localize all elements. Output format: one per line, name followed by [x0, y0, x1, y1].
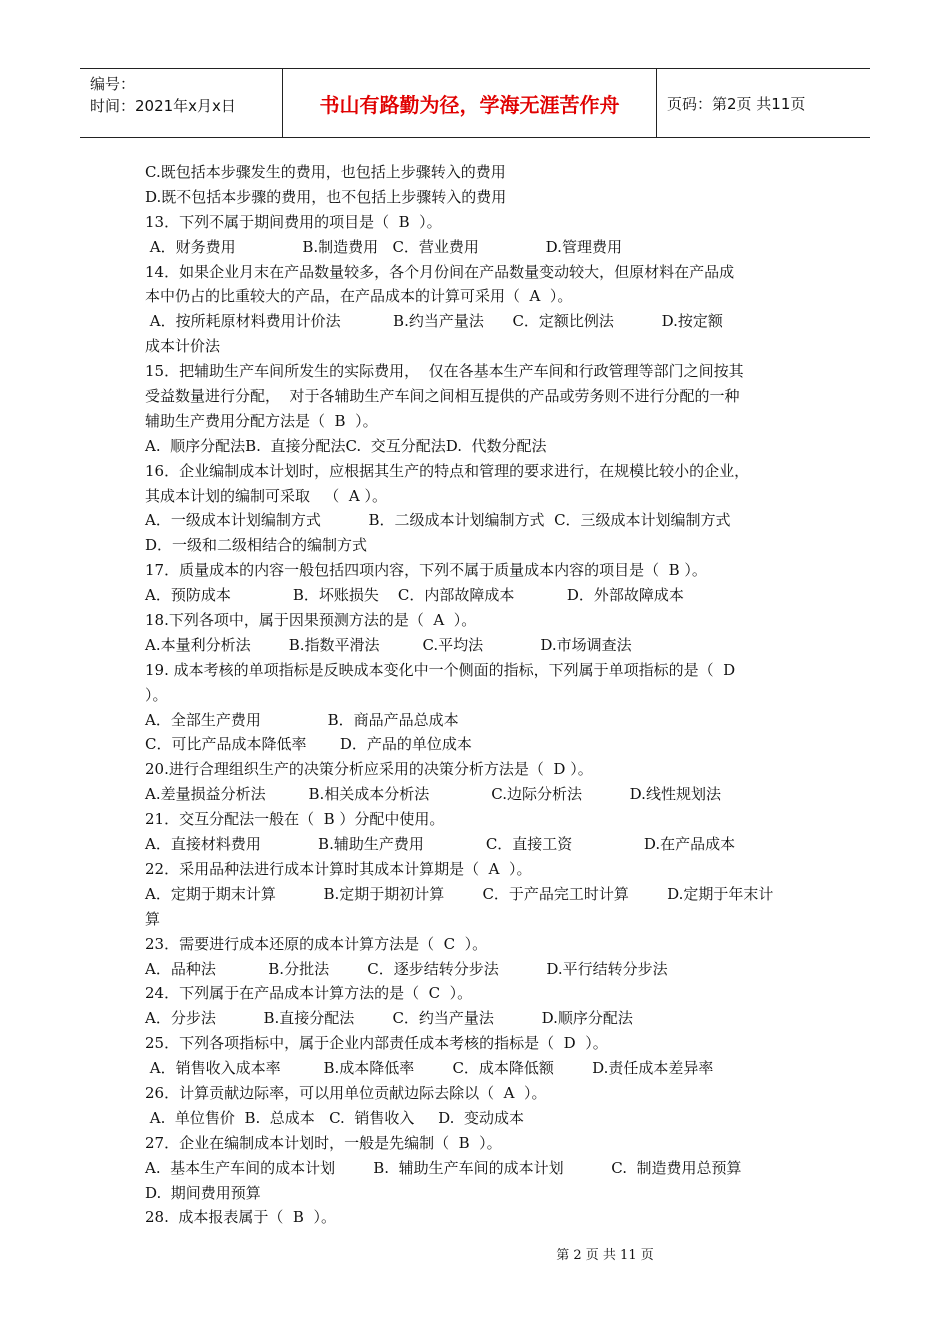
text-line: 15．把辅助生产车间所发生的实际费用， 仅在各基本生产车间和行政管理等部门之间按其	[145, 362, 744, 381]
header-meta	[80, 69, 282, 137]
text-line: 19. 成本考核的单项指标是反映成本变化中一个侧面的指标，下列属于单项指标的是（ D	[145, 660, 736, 679]
text-line: 16．企业编制成本计划时，应根据其生产的特点和管理的要求进行，在规模比较小的企业，	[145, 461, 750, 480]
text-line: 14．如果企业月末在产品数量较多，各个月份间在产品数量变动较大，但原材料在产品成	[145, 262, 735, 281]
text-line: D. 期间费用预算	[145, 1183, 261, 1202]
text-line: 其成本计划的编制可采取 （ A ）。	[145, 486, 387, 505]
page-footer	[0, 1244, 950, 1263]
text-line: A.差量损益分析法 B.相关成本分析法 C.边际分析法 D.线性规划法	[145, 785, 721, 804]
text-line: D.既不包括本步骤的费用，也不包括上步骤转入的费用	[145, 187, 507, 206]
text-line: 21．交互分配法一般在（ B ）分配中使用。	[145, 810, 445, 829]
text-line: C.既包括本步骤发生的费用，也包括上步骤转入的费用	[145, 163, 506, 181]
text-line: 24．下列属于在产品成本计算方法的是（ C ）。	[145, 984, 473, 1003]
text-line: A. 基本生产车间的成本计划 B. 辅助生产车间的成本计划 C. 制造费用总预算	[145, 1158, 742, 1177]
text-line: A.本量利分析法 B.指数平滑法 C.平均法 D.市场调查法	[145, 635, 632, 654]
text-line: 23．需要进行成本还原的成本计算方法是（ C ）。	[145, 934, 488, 953]
text-line: 成本计价法	[145, 337, 221, 356]
text-line: 算	[145, 909, 161, 928]
text-line: A. 顺序分配法B. 直接分配法C. 交互分配法D. 代数分配法	[145, 436, 547, 455]
text-line: A．分步法 B.直接分配法 C．约当产量法 D.顺序分配法	[145, 1009, 633, 1028]
text-line: 辅助生产费用分配方法是（ B ）。	[145, 411, 378, 430]
header-page-info: 页码：第2页 共11页	[667, 94, 806, 113]
text-line: 20.进行合理组织生产的决策分析应采用的决策分析方法是（ D ）。	[145, 760, 593, 779]
text-line: A. 单位售价 B. 总成本 C. 销售收入 D. 变动成本	[145, 1108, 524, 1127]
text-line: D．一级和二级相结合的编制方式	[145, 536, 368, 555]
text-line: C．可比产品成本降低率 D．产品的单位成本	[145, 735, 472, 754]
text-line: 13．下列不属于期间费用的项目是（ B ）。	[145, 212, 442, 231]
text-line: A．按所耗原材料费用计价法 B.约当产量法 C．定额比例法 D.按定额	[145, 312, 723, 331]
date-label: 时间：2021年x月x日	[90, 97, 236, 115]
text-line: A．一级成本计划编制方式 B．二级成本计划编制方式 C．三级成本计划编制方式	[145, 511, 731, 530]
text-line: 25．下列各项指标中，属于企业内部责任成本考核的指标是（ D ）。	[145, 1034, 608, 1053]
text-line: A．全部生产费用 B．商品产品总成本	[145, 710, 459, 729]
document-body	[145, 160, 815, 1230]
text-line: A．销售收入成本率 B.成本降低率 C．成本降低额 D.责任成本差异率	[145, 1059, 714, 1078]
number-label: 编号：	[90, 75, 136, 93]
header-motto: 书山有路勤为径，学海无涯苦作舟	[282, 69, 657, 137]
text-line: A．预防成本 B．坏账损失 C．内部故障成本 D．外部故障成本	[145, 586, 684, 605]
text-line: 18.下列各项中，属于因果预测方法的是（ A ）。	[145, 611, 477, 630]
text-line: 本中仍占的比重较大的产品，在产品成本的计算可采用（ A ）。	[145, 287, 573, 306]
text-line: A．财务费用 B.制造费用 C．营业费用 D.管理费用	[145, 237, 622, 256]
text-line: 27．企业在编制成本计划时，一般是先编制（ B ）。	[145, 1133, 502, 1152]
text-line: 28. 成本报表属于（ B ）。	[145, 1208, 336, 1227]
text-line: 26．计算贡献边际率，可以用单位贡献边际去除以（ A ）。	[145, 1083, 547, 1102]
text-line: A．直接材料费用 B.辅助生产费用 C．直接工资 D.在产品成本	[145, 835, 736, 854]
text-line: 22．采用品种法进行成本计算时其成本计算期是（ A ）。	[145, 859, 532, 878]
text-line: 17．质量成本的内容一般包括四项内容，下列不属于质量成本内容的项目是（ B ）。	[145, 561, 707, 580]
page-header	[80, 68, 870, 138]
footer-page-number: 第 2 页 共 11 页	[556, 1248, 654, 1263]
text-line: A．定期于期末计算 B.定期于期初计算 C．于产品完工时计算 D.定期于年末计	[145, 884, 774, 903]
text-line: A．品种法 B.分批法 C．逐步结转分步法 D.平行结转分步法	[145, 959, 668, 978]
text-line: 受益数量进行分配， 对于各辅助生产车间之间相互提供的产品或劳务则不进行分配的一种	[145, 387, 740, 406]
text-line: ）。	[145, 685, 168, 704]
